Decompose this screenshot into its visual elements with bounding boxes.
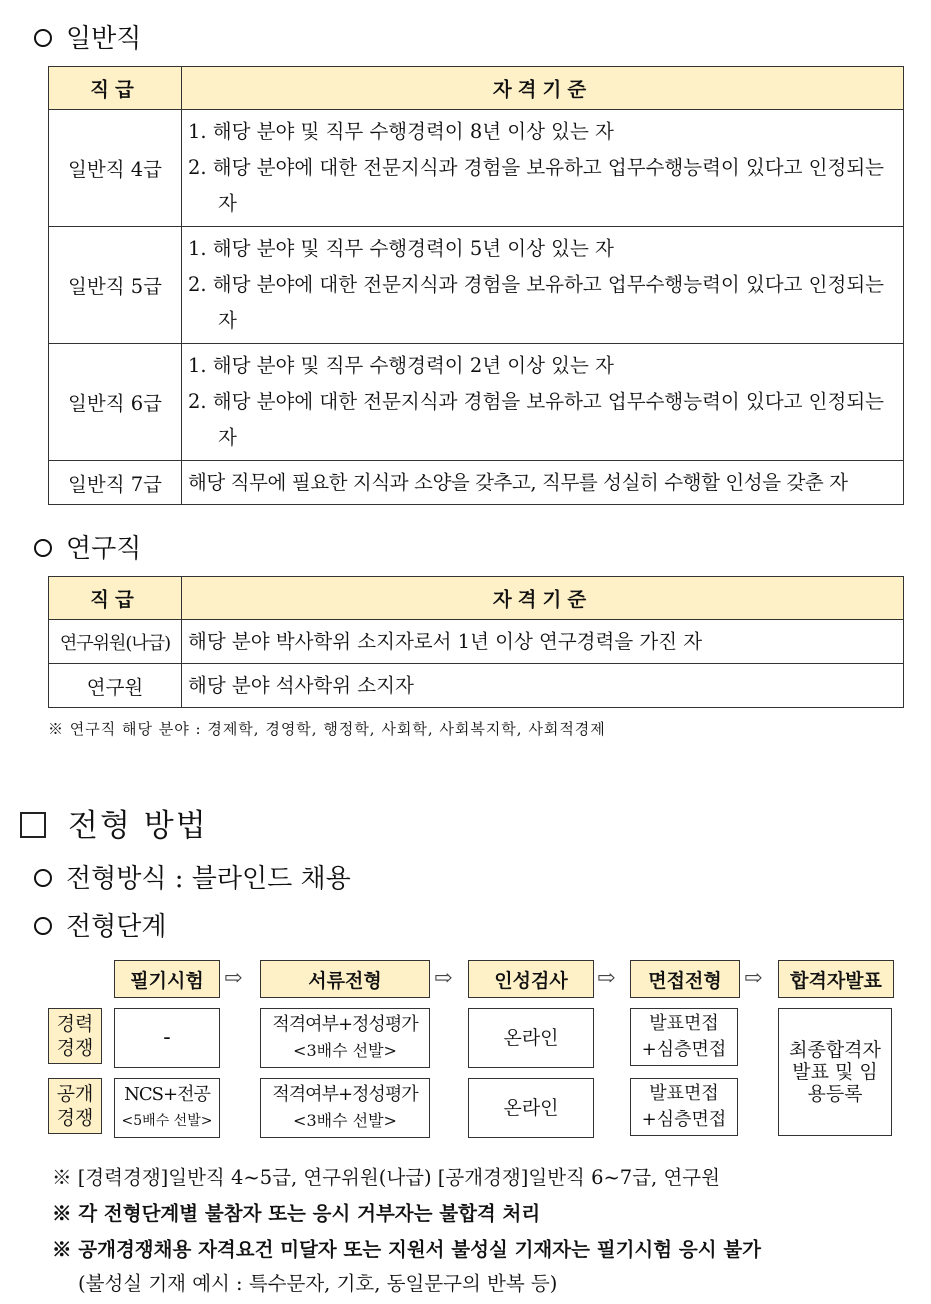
- square-bullet-icon: [20, 812, 46, 838]
- note-competition-types: ※ [경력경쟁]일반직 4~5급, 연구위원(나급) [공개경쟁]일반직 6~7급, 연구원: [52, 1166, 720, 1189]
- section-title: 전형 방법: [20, 800, 208, 845]
- stage-interview: 면접전형: [630, 960, 740, 998]
- table-row: [49, 620, 904, 664]
- selection-steps-heading: 전형단계: [34, 906, 166, 943]
- research-qualification-table: [48, 576, 904, 708]
- criteria-cell: [182, 344, 904, 461]
- criteria-cell: 해당 분야 박사학위 소지자로서 1년 이상 연구경력을 가진 자: [182, 620, 904, 664]
- open-written-cell: NCS+전공 <5배수 선발>: [114, 1078, 220, 1138]
- research-heading: 연구직: [34, 528, 141, 565]
- criteria-item: 2. 해당 분야에 대한 전문지식과 경험을 보유하고 업무수행능력이 있다고 인정되는 자: [188, 273, 885, 332]
- general-heading: 일반직: [34, 18, 141, 55]
- table-row: [49, 110, 904, 227]
- arrow-right-icon: ⇨: [224, 966, 243, 991]
- circle-bullet-icon: [34, 29, 52, 47]
- selection-method: 전형방식 : 블라인드 채용: [34, 858, 351, 895]
- grade-cell: 연구원: [49, 664, 182, 708]
- open-document-cell: 적격여부+정성평가 <3배수 선발>: [260, 1078, 430, 1138]
- table-row: [49, 664, 904, 708]
- career-interview-cell: 발표면접+심층면접: [630, 1008, 738, 1066]
- header-criteria: 자격기준: [182, 577, 904, 620]
- stage-aptitude-test: 인성검사: [468, 960, 594, 998]
- grade-cell: 연구위원(나급): [49, 620, 182, 664]
- circle-bullet-icon: [34, 917, 52, 935]
- arrow-right-icon: ⇨: [744, 966, 763, 991]
- career-document-cell: 적격여부+정성평가 <3배수 선발>: [260, 1008, 430, 1068]
- open-aptitude-cell: 온라인: [468, 1078, 594, 1138]
- stage-final-announcement: 합격자발표: [778, 960, 894, 998]
- career-aptitude-cell: 온라인: [468, 1008, 594, 1068]
- criteria-cell: [182, 227, 904, 344]
- research-field-note: ※ 연구직 해당 분야 : 경제학, 경영학, 행정학, 사회학, 사회복지학, 사회적경제: [48, 720, 606, 738]
- header-grade: 직급: [49, 577, 182, 620]
- grade-cell: 일반직 6급: [49, 344, 182, 461]
- career-written-cell: -: [114, 1008, 220, 1068]
- stage-written-test: 필기시험: [114, 960, 220, 998]
- arrow-right-icon: ⇨: [434, 966, 453, 991]
- grade-cell: 일반직 5급: [49, 227, 182, 344]
- grade-cell: 일반직 7급: [49, 461, 182, 505]
- criteria-cell: 해당 직무에 필요한 지식과 소양을 갖추고, 직무를 성실히 수행할 인성을 갖춘 자: [182, 461, 904, 505]
- criteria-cell: [182, 110, 904, 227]
- table-row: [49, 461, 904, 505]
- criteria-item: 1. 해당 분야 및 직무 수행경력이 2년 이상 있는 자: [188, 354, 614, 377]
- final-announcement-cell: 최종합격자 발표 및 임용등록: [778, 1008, 892, 1136]
- criteria-item: 2. 해당 분야에 대한 전문지식과 경험을 보유하고 업무수행능력이 있다고 인정되는 자: [188, 390, 885, 449]
- stage-document-review: 서류전형: [260, 960, 430, 998]
- circle-bullet-icon: [34, 869, 52, 887]
- criteria-item: 1. 해당 분야 및 직무 수행경력이 8년 이상 있는 자: [188, 120, 614, 143]
- table-row: [49, 227, 904, 344]
- table-row: [49, 344, 904, 461]
- criteria-item: 2. 해당 분야에 대한 전문지식과 경험을 보유하고 업무수행능력이 있다고 인정되는 자: [188, 156, 885, 215]
- row-label-career: 경력경쟁: [48, 1008, 102, 1064]
- row-label-open: 공개경쟁: [48, 1078, 102, 1134]
- arrow-right-icon: ⇨: [597, 966, 616, 991]
- note-ineligible: ※ 공개경쟁채용 자격요건 미달자 또는 지원서 불성실 기재자는 필기시험 응시 불가: [52, 1238, 762, 1261]
- grade-cell: 일반직 4급: [49, 110, 182, 227]
- header-criteria: 자격기준: [182, 67, 904, 110]
- open-interview-cell: 발표면접+심층면접: [630, 1078, 738, 1136]
- note-absence: ※ 각 전형단계별 불참자 또는 응시 거부자는 불합격 처리: [52, 1202, 541, 1225]
- criteria-cell: 해당 분야 석사학위 소지자: [182, 664, 904, 708]
- general-qualification-table: [48, 66, 904, 505]
- note-example: (불성실 기재 예시 : 특수문자, 기호, 동일문구의 반복 등): [78, 1272, 558, 1295]
- criteria-item: 1. 해당 분야 및 직무 수행경력이 5년 이상 있는 자: [188, 237, 614, 260]
- circle-bullet-icon: [34, 539, 52, 557]
- header-grade: 직급: [49, 67, 182, 110]
